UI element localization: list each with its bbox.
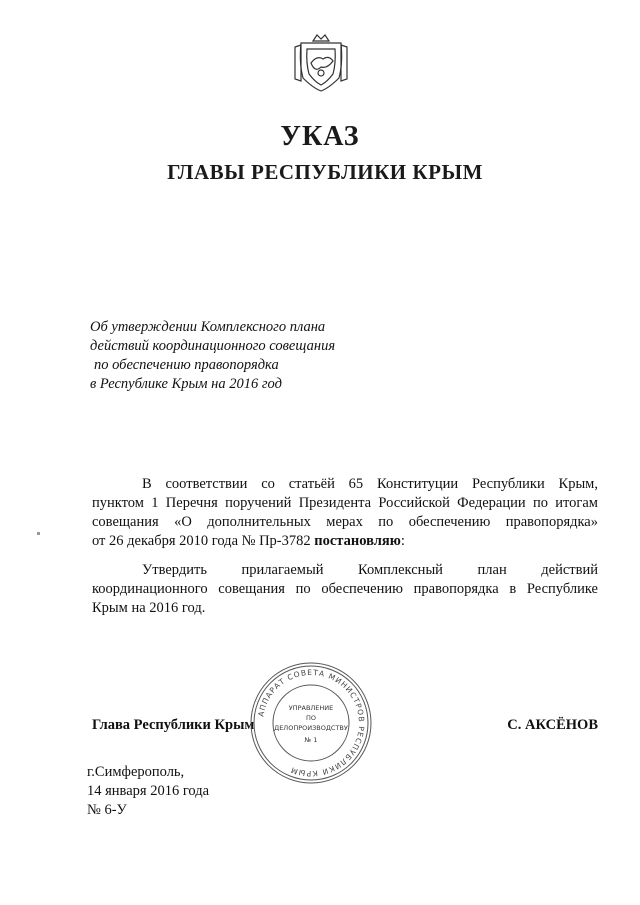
signatory-title: Глава Республики Крым bbox=[92, 717, 255, 733]
official-stamp-icon bbox=[248, 660, 374, 786]
stamp-line: № 1 bbox=[304, 736, 318, 744]
document-subject bbox=[90, 318, 390, 394]
paragraph-line: Крым на 2016 год. bbox=[92, 600, 206, 616]
subject-line: Об утверждении Комплексного плана bbox=[90, 319, 326, 335]
document-number: № 6-У bbox=[87, 802, 127, 818]
subject-line: в Республике Крым на 2016 год bbox=[90, 376, 282, 392]
paragraph-line: В соответствии со статьёй 65 Конституции Республики Крым, bbox=[142, 476, 598, 492]
paragraph-preamble bbox=[92, 475, 598, 551]
signatory-name: С. АКСЁНОВ bbox=[507, 717, 598, 733]
subject-line: по обеспечению правопорядка bbox=[94, 357, 279, 373]
paragraph-text: от 26 декабря 2010 года № Пр-3782 bbox=[92, 533, 315, 549]
paragraph-line: пунктом 1 Перечня поручений Президента Российской Федерации по итогам bbox=[92, 495, 598, 511]
document-footer bbox=[87, 763, 209, 820]
paragraph-line: Утвердить прилагаемый Комплексный план действий bbox=[142, 562, 598, 578]
resolution-word: постановляю bbox=[314, 533, 401, 549]
resolution-colon: : bbox=[400, 533, 405, 549]
margin-mark bbox=[37, 532, 40, 535]
date-of-signing: 14 января 2016 года bbox=[87, 783, 210, 799]
page-title: УКАЗ bbox=[280, 121, 360, 152]
page-subtitle: ГЛАВЫ РЕСПУБЛИКИ КРЫМ bbox=[167, 160, 483, 184]
paragraph-line: координационного совещания по обеспечению правопорядка в Республике bbox=[92, 581, 598, 597]
paragraph-resolution bbox=[92, 561, 598, 618]
stamp-line: ПО bbox=[305, 714, 317, 722]
crimea-coat-of-arms-icon bbox=[293, 33, 349, 93]
place-of-signing: г.Симферополь, bbox=[87, 764, 185, 780]
paragraph-line: совещания «О дополнительных мерах по обеспечению правопорядка» bbox=[92, 514, 598, 530]
stamp-line: УПРАВЛЕНИЕ bbox=[288, 704, 334, 712]
paragraph-line-last bbox=[92, 532, 598, 551]
stamp-outer-text: АППАРАТ СОВЕТА МИНИСТРОВ РЕСПУБЛИКИ КРЫМ bbox=[256, 667, 367, 779]
subject-line: действий координационного совещания bbox=[90, 338, 336, 354]
stamp-line: ДЕЛОПРОИЗВОДСТВУ bbox=[274, 724, 348, 732]
